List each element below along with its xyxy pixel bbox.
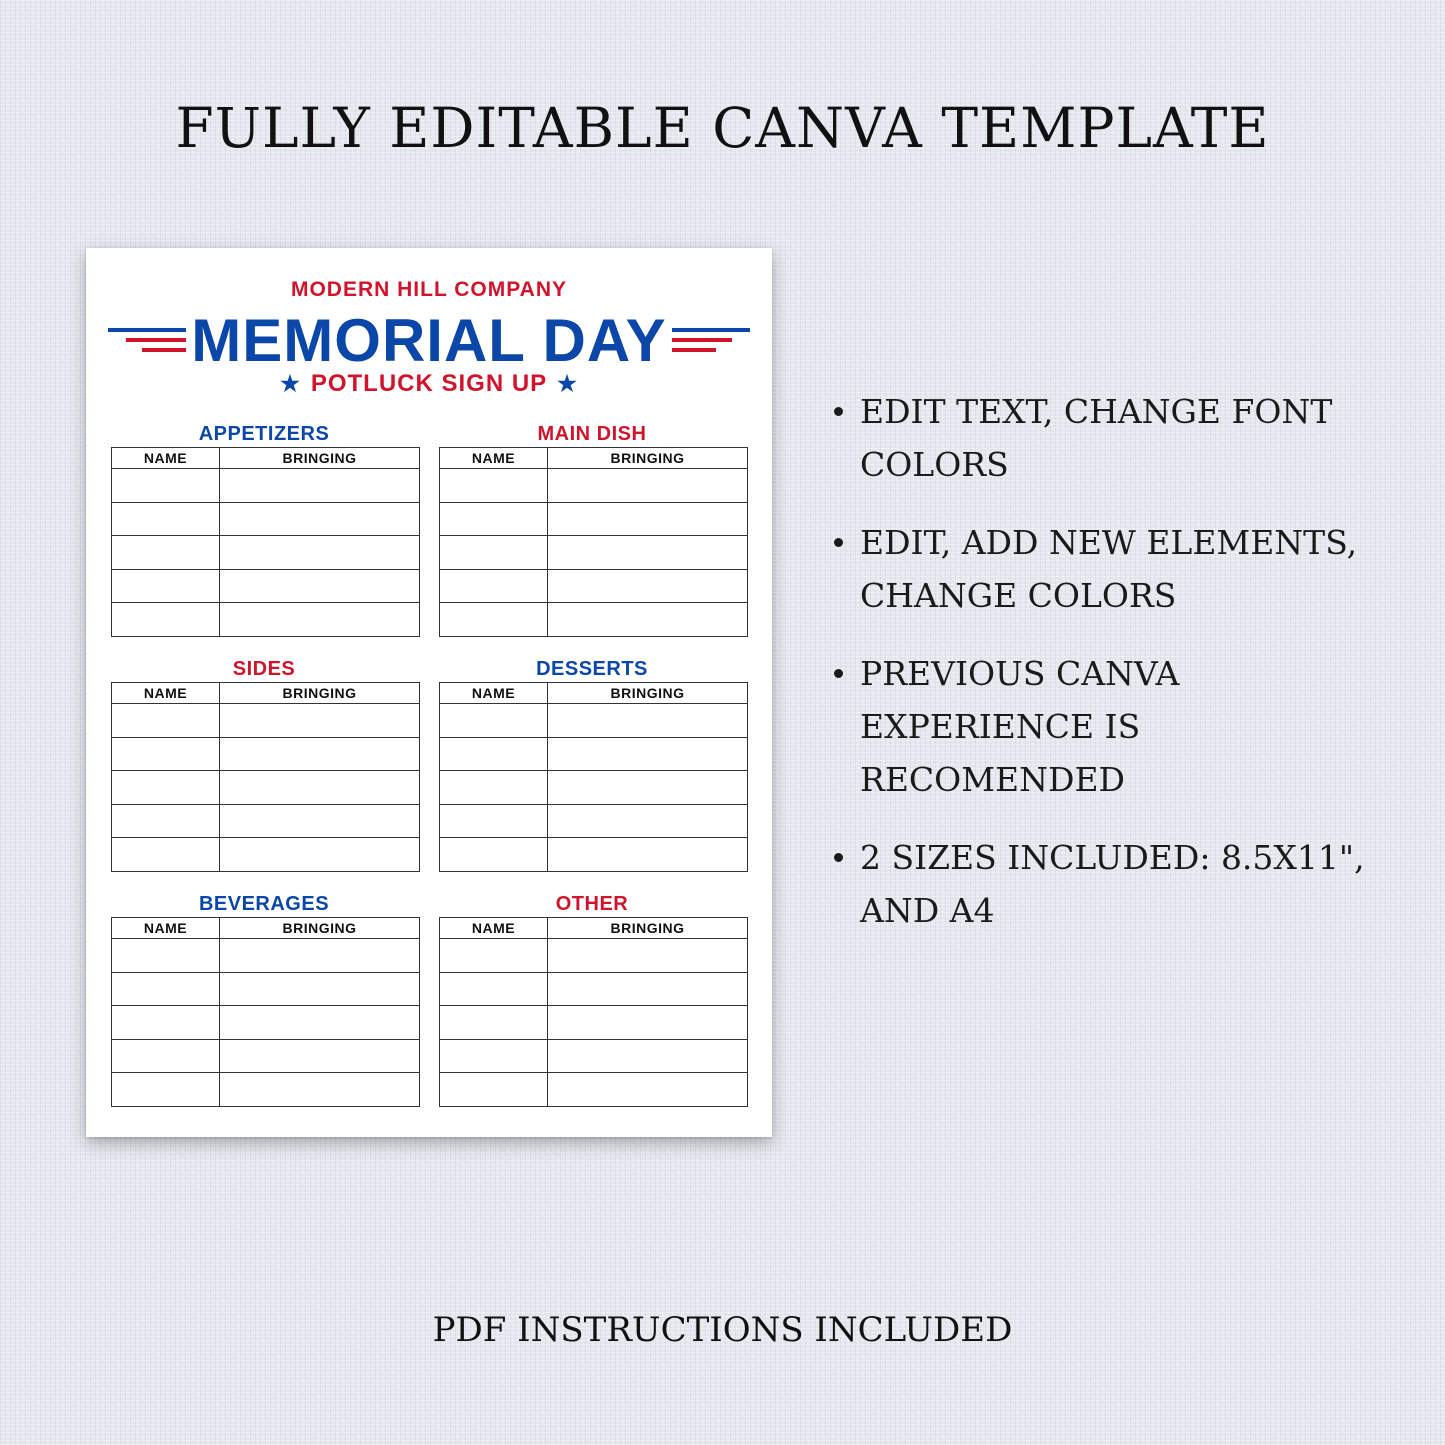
table-row [440,469,748,503]
name-cell [112,469,220,503]
table-row [440,704,748,738]
section-title: BEVERAGES [198,893,330,915]
name-cell [440,838,548,872]
bringing-cell [548,502,748,536]
column-header-name: NAME [112,683,220,704]
section-title: OTHER [555,893,629,915]
bringing-cell [548,536,748,570]
section-title: SIDES [232,658,296,680]
bringing-cell [548,838,748,872]
name-cell [440,1073,548,1107]
table-row [440,939,748,973]
bringing-cell [548,737,748,771]
section-other [439,892,745,1107]
name-cell [112,704,220,738]
name-cell [112,771,220,805]
section-beverages [111,892,417,1107]
bringing-cell [220,569,420,603]
name-cell [440,771,548,805]
table-row [112,737,420,771]
table-row [440,771,748,805]
signup-table [439,917,748,1107]
bringing-cell [548,804,748,838]
right-stripes-icon [672,324,750,364]
bringing-cell [220,1073,420,1107]
signup-table [111,682,420,872]
name-cell [440,569,548,603]
table-row [112,972,420,1006]
bringing-cell [220,536,420,570]
signup-table [439,447,748,637]
name-cell [112,1006,220,1040]
column-header-name: NAME [440,683,548,704]
name-cell [440,704,548,738]
table-row [112,502,420,536]
table-row [112,1006,420,1040]
column-header-bringing: BRINGING [220,918,420,939]
bringing-cell [548,1039,748,1073]
name-cell [440,469,548,503]
table-row [112,1039,420,1073]
table-row [440,804,748,838]
column-header-bringing: BRINGING [548,918,748,939]
name-cell [112,804,220,838]
bringing-cell [220,838,420,872]
table-row [440,1006,748,1040]
name-cell [112,502,220,536]
table-row [440,972,748,1006]
bringing-cell [220,771,420,805]
signup-table [111,917,420,1107]
bringing-cell [220,469,420,503]
bringing-cell [220,1006,420,1040]
name-cell [112,737,220,771]
name-cell [440,603,548,637]
name-cell [112,838,220,872]
bringing-cell [548,1006,748,1040]
table-row [440,569,748,603]
section-title: APPETIZERS [198,423,330,445]
company-name: MODERN HILL COMPANY [290,278,568,301]
table-row [440,536,748,570]
bringing-cell [548,603,748,637]
section-title: DESSERTS [536,658,648,680]
column-header-bringing: BRINGING [548,448,748,469]
bringing-cell [220,603,420,637]
table-row [440,502,748,536]
headline-row [86,306,772,376]
table-row [112,704,420,738]
star-icon: ★ [280,371,301,396]
name-cell [112,569,220,603]
star-icon: ★ [557,371,578,396]
table-row [112,603,420,637]
section-appetizers [111,422,417,637]
bringing-cell [220,737,420,771]
section-sides [111,657,417,872]
name-cell [440,939,548,973]
table-row [440,603,748,637]
table-row [112,1073,420,1107]
table-row [440,1073,748,1107]
bringing-cell [548,939,748,973]
bringing-cell [220,939,420,973]
name-cell [440,804,548,838]
table-row [112,771,420,805]
name-cell [112,1039,220,1073]
table-row [440,838,748,872]
table-row [440,737,748,771]
feature-item: PREVIOUS CANVA EXPERIENCE IS RECOMENDED [832,647,1392,806]
page-title: FULLY EDITABLE CANVA TEMPLATE [175,96,1270,160]
section-title: MAIN DISH [537,423,647,445]
bringing-cell [548,1073,748,1107]
table-row [440,1039,748,1073]
section-main-dish [439,422,745,637]
signup-table [439,682,748,872]
subhead [86,370,772,398]
signup-table [111,447,420,637]
section-desserts [439,657,745,872]
footer-note: PDF INSTRUCTIONS INCLUDED [432,1310,1013,1350]
bringing-cell [220,502,420,536]
features-list [832,385,1392,962]
subhead-text: POTLUCK SIGN UP [310,370,548,397]
bringing-cell [220,1039,420,1073]
name-cell [440,1039,548,1073]
column-header-name: NAME [440,448,548,469]
column-header-bringing: BRINGING [220,448,420,469]
bringing-cell [548,569,748,603]
name-cell [112,536,220,570]
table-row [112,838,420,872]
bringing-cell [548,704,748,738]
column-header-bringing: BRINGING [548,683,748,704]
table-row [112,536,420,570]
name-cell [112,972,220,1006]
column-header-bringing: BRINGING [220,683,420,704]
column-header-name: NAME [440,918,548,939]
flyer-preview [86,248,772,1137]
bringing-cell [548,469,748,503]
bringing-cell [548,771,748,805]
column-header-name: NAME [112,918,220,939]
name-cell [440,737,548,771]
bringing-cell [548,972,748,1006]
name-cell [440,536,548,570]
table-row [112,939,420,973]
feature-item: EDIT TEXT, CHANGE FONT COLORS [832,385,1392,491]
table-row [112,804,420,838]
bringing-cell [220,972,420,1006]
name-cell [440,972,548,1006]
name-cell [112,939,220,973]
name-cell [440,1006,548,1040]
feature-item: 2 SIZES INCLUDED: 8.5X11", AND A4 [832,831,1392,937]
headline: MEMORIAL DAY [191,307,667,374]
table-row [112,569,420,603]
name-cell [112,603,220,637]
table-row [112,469,420,503]
feature-item: EDIT, ADD NEW ELEMENTS, CHANGE COLORS [832,516,1392,622]
column-header-name: NAME [112,448,220,469]
bringing-cell [220,704,420,738]
name-cell [440,502,548,536]
name-cell [112,1073,220,1107]
bringing-cell [220,804,420,838]
